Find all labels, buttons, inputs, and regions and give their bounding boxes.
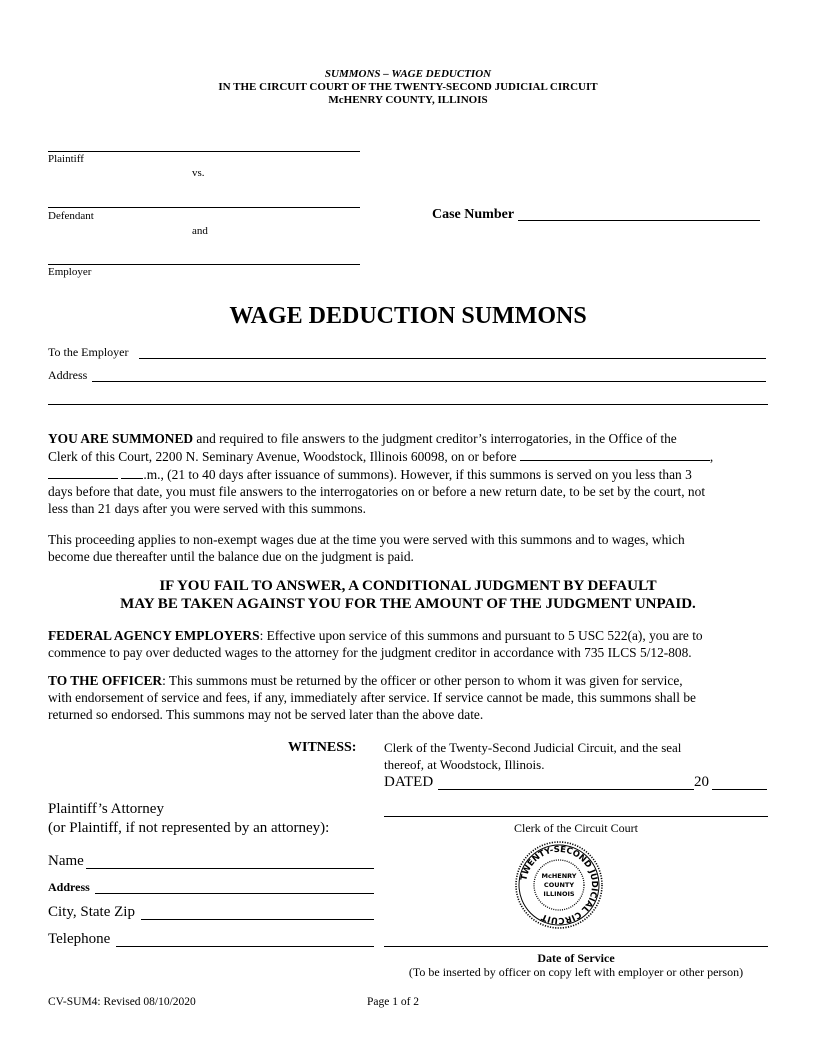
- employer-input-line[interactable]: [48, 264, 360, 265]
- default-warning: [48, 577, 768, 613]
- telephone-label: Telephone: [48, 931, 111, 947]
- seal-center-line1: McHENRY: [541, 872, 577, 880]
- year-input-line[interactable]: [712, 789, 767, 790]
- return-date-blank[interactable]: [520, 447, 710, 461]
- to-employer-label: To the Employer: [48, 345, 129, 359]
- address-input-line-2[interactable]: [48, 404, 768, 405]
- officer-lead: TO THE OFFICER: [48, 673, 163, 688]
- seal-center-line3: ILLINOIS: [543, 890, 575, 898]
- witness-label: WITNESS:: [288, 740, 357, 755]
- page-number: Page 1 of 2: [367, 996, 420, 1008]
- attorney-address-label: Address: [48, 880, 90, 894]
- witness-line2: thereof, at Woodstock, Illinois.: [384, 757, 545, 772]
- para1-line2-end: ,: [709, 449, 714, 464]
- witness-line1: Clerk of the Twenty-Second Judicial Circuit, and the seal: [384, 740, 682, 755]
- attorney-address-input-line[interactable]: [95, 893, 374, 894]
- dated-label: DATED: [384, 774, 434, 790]
- address-input-line[interactable]: [92, 381, 766, 382]
- federal-line1: : Effective upon service of this summons and pursuant to 5 USC 522(a), you are to: [259, 628, 703, 643]
- defendant-label: Defendant: [48, 210, 94, 222]
- page-title: WAGE DEDUCTION SUMMONS: [229, 303, 587, 329]
- dated-input-line[interactable]: [438, 789, 694, 790]
- name-input-line[interactable]: [86, 868, 374, 869]
- para2-line2: become due thereafter until the balance due on the judgment is paid.: [48, 549, 414, 564]
- and-label: and: [192, 225, 208, 237]
- federal-lead: FEDERAL AGENCY EMPLOYERS: [48, 628, 260, 643]
- defendant-input-line[interactable]: [48, 207, 360, 208]
- proceeding-paragraph: [48, 531, 770, 565]
- plaintiff-label: Plaintiff: [48, 153, 84, 165]
- case-number-label: Case Number: [432, 207, 515, 222]
- attorney-heading: Plaintiff’s Attorney: [48, 801, 164, 817]
- court-seal: [514, 840, 604, 930]
- year-prefix: 20: [694, 774, 709, 790]
- date-of-service-line[interactable]: [384, 946, 768, 947]
- summons-paragraph: [48, 430, 770, 517]
- to-employer-input-line[interactable]: [139, 358, 766, 359]
- warning-line2: MAY BE TAKEN AGAINST YOU FOR THE AMOUNT OF THE JUDGMENT UNPAID.: [120, 596, 696, 612]
- federal-paragraph: [48, 627, 770, 661]
- name-label: Name: [48, 853, 84, 869]
- return-time-blank[interactable]: [48, 465, 118, 479]
- para2-line1: This proceeding applies to non-exempt wages due at the time you were served with this summons and to wages, which: [48, 532, 685, 547]
- case-number-input-line[interactable]: [518, 220, 760, 221]
- seal-center-line2: COUNTY: [543, 881, 575, 889]
- am-pm-blank[interactable]: [121, 465, 143, 479]
- address-label: Address: [48, 368, 88, 382]
- plaintiff-input-line[interactable]: [48, 151, 360, 152]
- date-of-service-label: Date of Service: [537, 951, 615, 965]
- employer-label: Employer: [48, 266, 92, 278]
- clerk-label: Clerk of the Circuit Court: [514, 821, 638, 835]
- city-state-zip-label: City, State Zip: [48, 904, 135, 920]
- para1-line3: .m., (21 to 40 days after issuance of summons). However, if this summons is served on you less than 3: [143, 467, 692, 482]
- warning-line1: IF YOU FAIL TO ANSWER, A CONDITIONAL JUDGMENT BY DEFAULT: [159, 578, 657, 594]
- officer-line3: returned so endorsed. This summons may not be served later than the above date.: [48, 707, 484, 722]
- form-id: CV-SUM4: Revised 08/10/2020: [48, 996, 196, 1008]
- para1-line5: less than 21 days after you were served with this summons.: [48, 501, 366, 516]
- para1-line1: and required to file answers to the judgment creditor’s interrogatories, in the Office of the: [193, 431, 677, 446]
- seal-ring-text: TWENTY-SECOND JUDICIAL CIRCUIT: [519, 844, 600, 926]
- attorney-subheading: (or Plaintiff, if not represented by an attorney):: [48, 820, 330, 836]
- form-header-subtitle: SUMMONS – WAGE DEDUCTION: [324, 68, 492, 80]
- officer-line1: : This summons must be returned by the officer or other person to whom it was given for service,: [162, 673, 683, 688]
- form-header-court: IN THE CIRCUIT COURT OF THE TWENTY-SECOND JUDICIAL CIRCUIT: [218, 81, 598, 93]
- form-header-county: McHENRY COUNTY, ILLINOIS: [328, 94, 488, 106]
- clerk-signature-line[interactable]: [384, 816, 768, 817]
- officer-line2: with endorsement of service and fees, if any, immediately after service. If service cannot be made, this summons shall be: [48, 690, 696, 705]
- date-of-service-note: (To be inserted by officer on copy left with employer or other person): [408, 965, 744, 979]
- para1-line4: days before that date, you must file answers to the interrogatories on or before a new return date, to be set by the court, not: [48, 484, 706, 499]
- telephone-input-line[interactable]: [116, 946, 374, 947]
- summoned-lead: YOU ARE SUMMONED: [48, 431, 194, 446]
- officer-paragraph: [48, 672, 770, 723]
- vs-label: vs.: [192, 167, 205, 179]
- federal-line2: commence to pay over deducted wages to the attorney for the judgment creditor in accordance with 735 ILCS 5/12-808.: [48, 645, 692, 660]
- city-state-zip-input-line[interactable]: [141, 919, 374, 920]
- para1-line2: Clerk of this Court, 2200 N. Seminary Avenue, Woodstock, Illinois 60098, on or before: [48, 449, 517, 464]
